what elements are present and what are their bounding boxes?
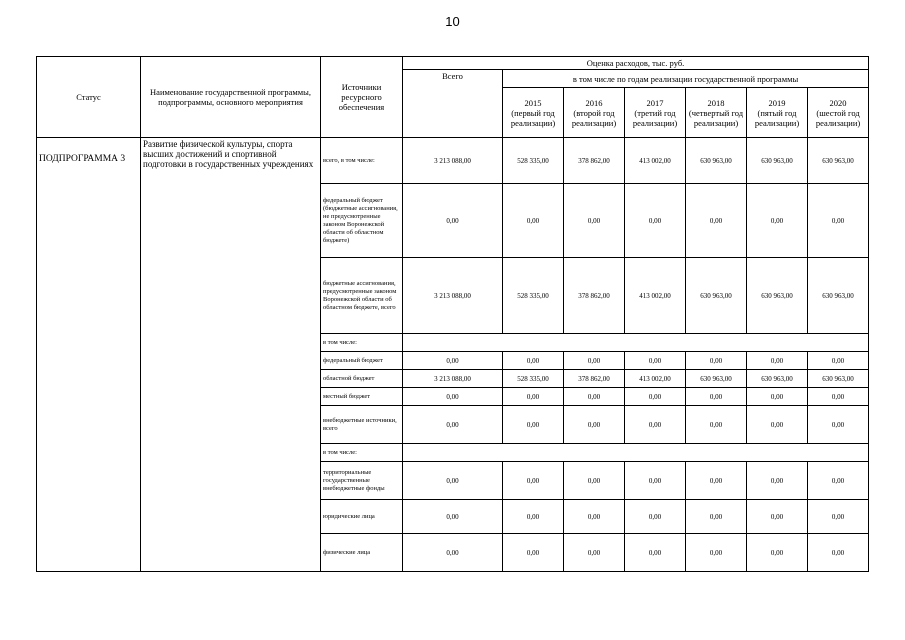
year-value: 0,00 (503, 500, 564, 534)
year-value: 0,00 (503, 352, 564, 370)
year-value: 413 002,00 (625, 258, 686, 334)
year-value: 0,00 (503, 388, 564, 406)
year-value: 528 335,00 (503, 138, 564, 184)
header-year-value: 2015 (524, 97, 542, 108)
year-value: 630 963,00 (808, 370, 869, 388)
total-value: 0,00 (403, 462, 503, 500)
year-value: 0,00 (625, 534, 686, 572)
funding-source: местный бюджет (321, 388, 403, 406)
header-year-value: 2016 (585, 97, 603, 108)
header-total: Всего (403, 70, 503, 138)
year-value: 0,00 (747, 406, 808, 444)
funding-source: в том числе: (321, 444, 403, 462)
year-value: 0,00 (686, 184, 747, 258)
year-value: 630 963,00 (686, 258, 747, 334)
budget-table (36, 56, 869, 572)
year-value: 0,00 (625, 462, 686, 500)
year-value: 0,00 (747, 534, 808, 572)
year-value: 0,00 (747, 388, 808, 406)
funding-source: бюджетные ассигнования, предусмотренные законом Воронежской области об областном бюджете, всего (321, 258, 403, 334)
program-status: ПОДПРОГРАММА 3 (37, 138, 141, 572)
funding-source: федеральный бюджет (бюджетные ассигнования, не предусмотренные законом Воронежской области об областном бюджете) (321, 184, 403, 258)
year-value: 0,00 (503, 406, 564, 444)
header-year-2017 (625, 88, 686, 138)
year-value: 0,00 (808, 500, 869, 534)
funding-source: федеральный бюджет (321, 352, 403, 370)
year-value: 0,00 (686, 406, 747, 444)
header-year-note: (пятый год реализации) (754, 107, 800, 128)
year-value: 0,00 (564, 184, 625, 258)
funding-source: физические лица (321, 534, 403, 572)
year-value: 0,00 (808, 534, 869, 572)
year-value: 630 963,00 (808, 258, 869, 334)
header-year-2019 (747, 88, 808, 138)
year-value: 378 862,00 (564, 258, 625, 334)
year-value: 0,00 (564, 534, 625, 572)
year-value: 0,00 (747, 184, 808, 258)
year-value: 0,00 (564, 352, 625, 370)
page-number: 10 (445, 14, 460, 29)
funding-source: в том числе: (321, 334, 403, 352)
year-value: 0,00 (564, 500, 625, 534)
year-value: 528 335,00 (503, 370, 564, 388)
funding-source: юридические лица (321, 500, 403, 534)
header-year-note: (четвертый год реализации) (688, 107, 744, 128)
table-row (37, 138, 869, 184)
year-value: 0,00 (625, 184, 686, 258)
total-value: 0,00 (403, 352, 503, 370)
year-value: 0,00 (686, 462, 747, 500)
header-year-2015 (503, 88, 564, 138)
year-value: 0,00 (808, 462, 869, 500)
year-value: 0,00 (686, 352, 747, 370)
header-year-2018 (686, 88, 747, 138)
year-value: 0,00 (686, 500, 747, 534)
year-value: 630 963,00 (747, 370, 808, 388)
year-value: 0,00 (808, 406, 869, 444)
total-value: 0,00 (403, 534, 503, 572)
total-value: 0,00 (403, 388, 503, 406)
header-year-value: 2017 (646, 97, 664, 108)
year-value: 630 963,00 (747, 138, 808, 184)
total-value: 0,00 (403, 184, 503, 258)
total-value: 0,00 (403, 406, 503, 444)
year-value: 0,00 (625, 388, 686, 406)
year-value: 0,00 (564, 406, 625, 444)
year-value: 0,00 (564, 388, 625, 406)
year-value: 0,00 (625, 406, 686, 444)
year-value: 0,00 (686, 388, 747, 406)
year-value: 0,00 (747, 500, 808, 534)
year-value: 378 862,00 (564, 138, 625, 184)
program-name: Развитие физической культуры, спорта высших достижений и спортивной подготовки в государственных учреждениях (141, 138, 321, 572)
header-year-2020 (808, 88, 869, 138)
year-value: 0,00 (747, 462, 808, 500)
year-value: 0,00 (503, 184, 564, 258)
year-value: 630 963,00 (686, 370, 747, 388)
header-estimate: Оценка расходов, тыс. руб. (403, 57, 869, 70)
empty-cell (403, 444, 869, 462)
year-value: 0,00 (808, 352, 869, 370)
year-value: 0,00 (686, 534, 747, 572)
year-value: 630 963,00 (747, 258, 808, 334)
header-year-note: (третий год реализации) (632, 107, 678, 128)
total-value: 3 213 088,00 (403, 138, 503, 184)
header-year-2016 (564, 88, 625, 138)
header-name: Наименование государственной программы, подпрограммы, основного мероприятия (141, 57, 321, 138)
year-value: 0,00 (503, 534, 564, 572)
funding-source: территориальные государственные внебюджетные фонды (321, 462, 403, 500)
header-year-value: 2019 (768, 97, 786, 108)
year-value: 413 002,00 (625, 138, 686, 184)
year-value: 0,00 (625, 352, 686, 370)
header-year-value: 2018 (707, 97, 725, 108)
header-status: Статус (37, 57, 141, 138)
year-value: 413 002,00 (625, 370, 686, 388)
year-value: 0,00 (747, 352, 808, 370)
funding-source: всего, в том числе: (321, 138, 403, 184)
funding-source: внебюджетные источники, всего (321, 406, 403, 444)
year-value: 0,00 (808, 184, 869, 258)
header-by-year: в том числе по годам реализации государственной программы (503, 70, 869, 88)
total-value: 3 213 088,00 (403, 258, 503, 334)
header-year-value: 2020 (829, 97, 847, 108)
year-value: 0,00 (564, 462, 625, 500)
header-year-note: (второй год реализации) (571, 107, 617, 128)
year-value: 630 963,00 (808, 138, 869, 184)
header-sources: Источники ресурсного обеспечения (321, 57, 403, 138)
year-value: 378 862,00 (564, 370, 625, 388)
total-value: 0,00 (403, 500, 503, 534)
year-value: 630 963,00 (686, 138, 747, 184)
funding-source: областной бюджет (321, 370, 403, 388)
total-value: 3 213 088,00 (403, 370, 503, 388)
year-value: 0,00 (503, 462, 564, 500)
year-value: 0,00 (625, 500, 686, 534)
header-year-note: (первый год реализации) (510, 107, 556, 128)
empty-cell (403, 334, 869, 352)
year-value: 0,00 (808, 388, 869, 406)
header-year-note: (шестой год реализации) (815, 107, 861, 128)
year-value: 528 335,00 (503, 258, 564, 334)
